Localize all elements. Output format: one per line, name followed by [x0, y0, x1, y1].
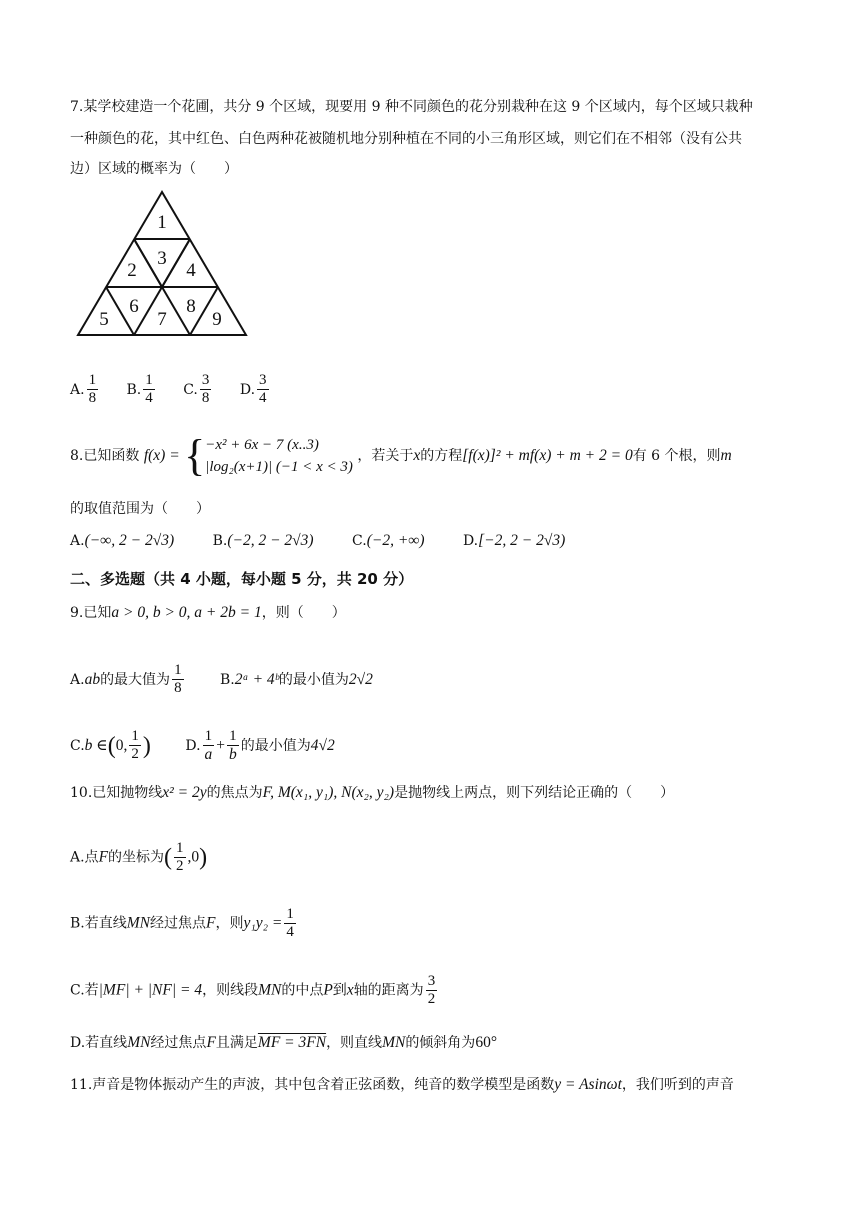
q10-option-b: B.若直线MN经过焦点F，则y₁y₂ = $\frac{1}{4}$ [70, 906, 294, 940]
q7-line2: 一种颜色的花，其中红色、白色两种花被随机地分别种植在不同的小三角形区域，则它们在不相邻（没有公共 [70, 131, 742, 147]
region-label: 5 [99, 309, 109, 330]
region-label: 8 [186, 296, 196, 317]
q8-option-c: C.(−2, +∞) [352, 532, 425, 549]
q7-option-a: A. $\frac{1}{8}$ [70, 372, 97, 406]
q9-option-b: B.2ᵃ + 4ᵇ的最小值为2√2 [220, 670, 373, 688]
region-label: 6 [129, 296, 139, 317]
q9-option-c: C.b ∈(0, $\frac{1}{2}$ ) [70, 728, 151, 762]
q7-options [70, 372, 293, 407]
q7-line3: 边）区域的概率为（ ） [70, 161, 238, 177]
q10-option-a: A.点F的坐标为( $\frac{1}{2}$ ,0) [70, 840, 208, 874]
region-label: 2 [127, 260, 137, 281]
q7-option-b: B. $\frac{1}{4}$ [126, 372, 153, 406]
region-label: 9 [212, 309, 222, 330]
q9-options-ab [70, 662, 395, 697]
q10-stem: 10.已知抛物线x² = 2y的焦点为F, M(x₁, y₁), N(x₂, y₂)是抛物线上两点，则下列结论正确的（ ） [70, 784, 675, 801]
q7-option-c: C. $\frac{3}{8}$ [183, 372, 210, 406]
q8-line2: 的取值范围为（ ） [70, 501, 210, 517]
region-label: 3 [157, 248, 167, 269]
q11-line1: 11.声音是物体振动产生的声波，其中包含着正弦函数，纯音的数学模型是函数y = Asinωt，我们听到的声音 [70, 1076, 734, 1093]
q10-option-d: D.若直线MN经过焦点F且满足MF = 3FN，则直线MN的倾斜角为60° [70, 1034, 498, 1051]
q8-line1: 8.已知函数 f(x) = { −x² + 6x − 7 (x..3) |log₂(x+1)| (−1 < x < 3) ，若关于x的方程[f(x)]² + mf(x) + m + 2 = 0有 6 个根，则m [70, 431, 732, 480]
q8-option-d: D.[−2, 2 − 2√3) [462, 532, 566, 549]
q8-option-b: B.(−2, 2 − 2√3) [212, 532, 314, 549]
triangle-figure [74, 188, 254, 338]
q9-option-d: D. $\frac{1}{a}$ + $\frac{1}{b}$ 的最小值为4√2 [185, 728, 335, 763]
q10-option-c: C.若|MF| + |NF| = 4，则线段MN的中点P到x轴的距离为 $\frac{3}{2}$ [70, 973, 436, 1007]
region-label: 1 [157, 212, 167, 233]
q7-line1: 7.某学校建造一个花圃，共分 9 个区域，现要用 9 种不同颜色的花分别栽种在这 9 个区域内，每个区域只栽种 [70, 99, 753, 115]
region-label: 7 [157, 309, 167, 330]
q8-piecewise: { −x² + 6x − 7 (x..3) |log₂(x+1)| (−1 < x < 3) [184, 431, 353, 480]
q8-options [70, 531, 587, 551]
q7-option-d: D. $\frac{3}{4}$ [239, 372, 267, 406]
q9-options-cd [70, 728, 357, 763]
q9-stem: 9.已知a > 0, b > 0, a + 2b = 1，则（ ） [70, 604, 346, 621]
q8-option-a: A.(−∞, 2 − 2√3) [70, 532, 175, 549]
q9-option-a: A.ab的最大值为 $\frac{1}{8}$ [70, 662, 182, 696]
section-title: 二、多选题（共 4 小题，每小题 5 分，共 20 分） [70, 570, 414, 588]
region-label: 4 [186, 260, 196, 281]
